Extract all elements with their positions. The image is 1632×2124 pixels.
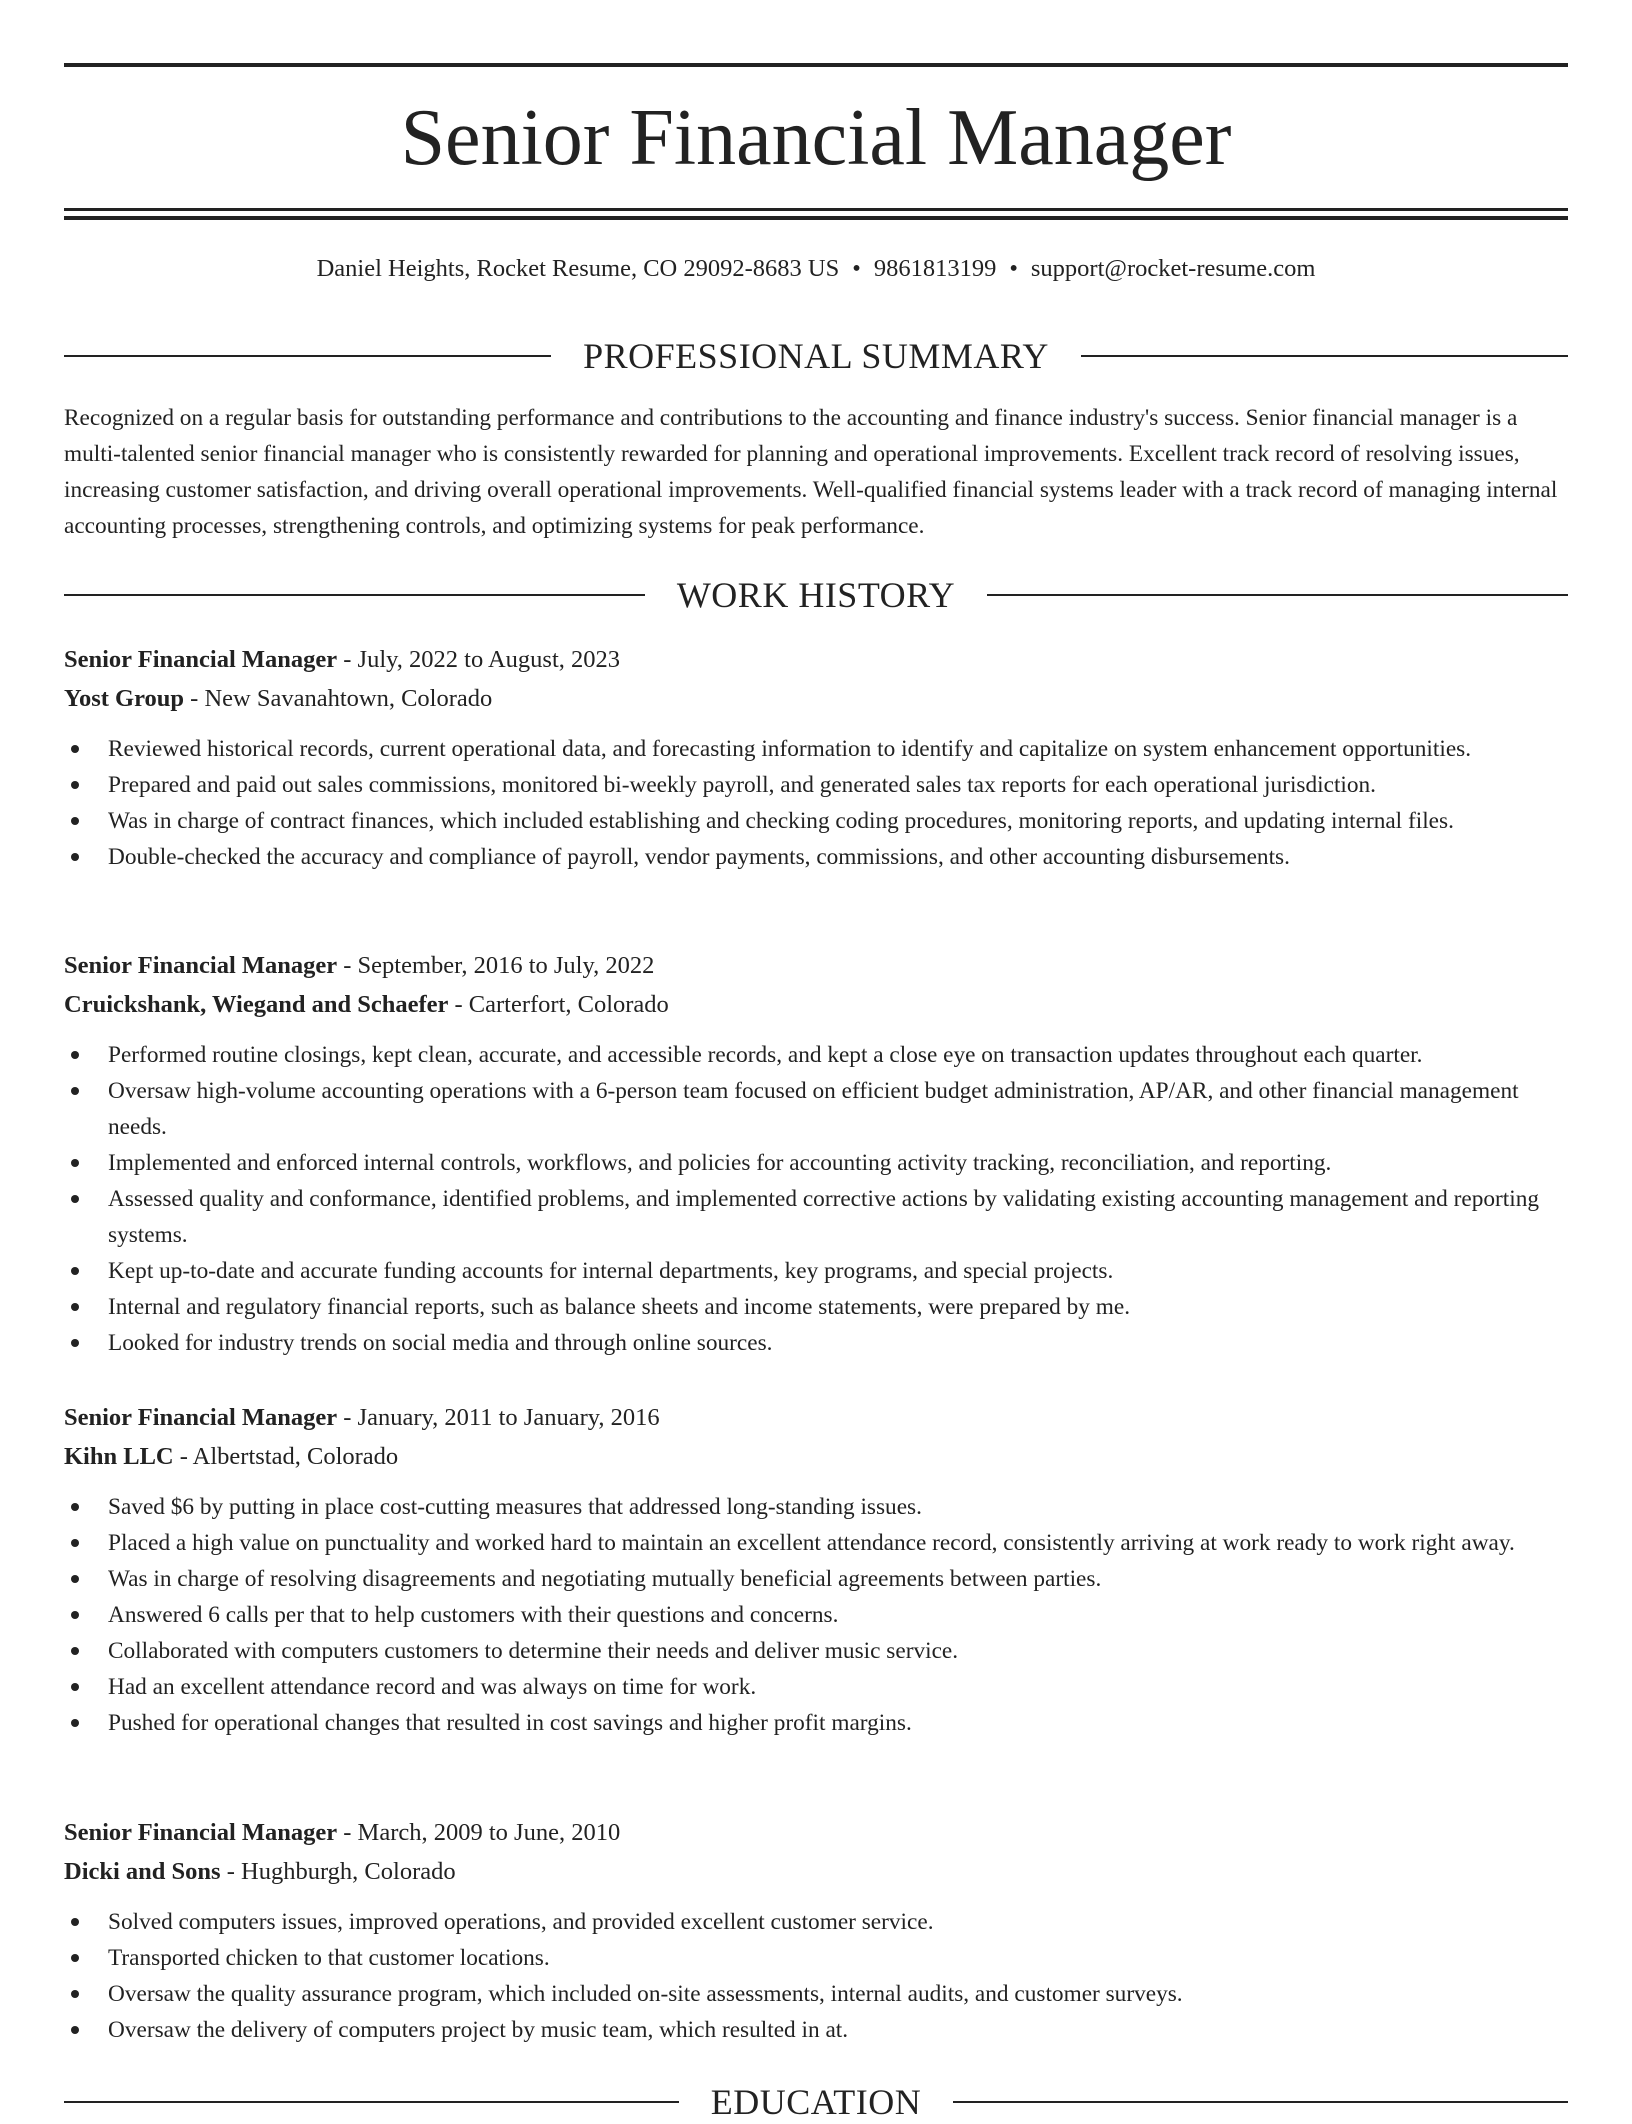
job-bullet: Assessed quality and conformance, identified problems, and implemented corrective actions by validating existing accounting management and reporting systems. — [108, 1181, 1568, 1253]
job-bullet: Had an excellent attendance record and was always on time for work. — [108, 1669, 1568, 1705]
job-bullets — [64, 1904, 1568, 2048]
summary-text: Recognized on a regular basis for outstanding performance and contributions to the accounting and finance industry's success. Senior financial manager is a multi-talented senior financial manager who is consistently rewarded for planning and operational improvements. Excellent track record of resolving issues, increasing customer satisfaction, and driving overall operational improvements. Well-qualified financial systems leader with a track record of managing internal accounting processes, strengthening controls, and optimizing systems for peak performance. — [64, 405, 1558, 539]
work-history-heading — [64, 573, 1568, 617]
education-title: EDUCATION — [710, 2082, 922, 2122]
heading-rule-left — [64, 355, 551, 357]
job-bullet: Was in charge of resolving disagreements and negotiating mutually beneficial agreements between parties. — [108, 1561, 1568, 1597]
contact-address: Daniel Heights, Rocket Resume, CO 29092-8683 US — [316, 255, 840, 282]
header-top-rule — [64, 63, 1568, 67]
job-bullet: Prepared and paid out sales commissions, monitored bi-weekly payroll, and generated sales tax reports for each operational jurisdiction. — [108, 767, 1568, 803]
contact-line — [64, 253, 1568, 285]
job-title-line — [64, 1813, 1568, 1852]
job-title: Senior Financial Manager — [64, 952, 338, 979]
job-company-line — [64, 1852, 1568, 1891]
job-bullet: Collaborated with computers customers to determine their needs and deliver music service. — [108, 1633, 1568, 1669]
summary-title: PROFESSIONAL SUMMARY — [583, 336, 1049, 376]
job-bullet: Pushed for operational changes that resulted in cost savings and higher profit margins. — [108, 1705, 1568, 1741]
job-bullets — [64, 1037, 1568, 1361]
job-bullet: Oversaw high-volume accounting operations with a 6-person team focused on efficient budget administration, AP/AR, and other financial management needs. — [108, 1073, 1568, 1145]
job-bullet: Saved $6 by putting in place cost-cutting measures that addressed long-standing issues. — [108, 1489, 1568, 1525]
job-location: - Carterfort, Colorado — [448, 991, 669, 1018]
heading-rule-left — [64, 2101, 679, 2103]
heading-rule-right — [987, 594, 1568, 596]
job-location: - New Savanahtown, Colorado — [184, 685, 493, 712]
job-bullet: Transported chicken to that customer locations. — [108, 1940, 1568, 1976]
job-title-line — [64, 946, 1568, 985]
heading-rule-left — [64, 594, 645, 596]
job-bullet: Was in charge of contract finances, which included establishing and checking coding procedures, monitoring reports, and updating internal files. — [108, 803, 1568, 839]
job-entry — [64, 1398, 1568, 1741]
job-company-line — [64, 679, 1568, 718]
job-bullets — [64, 1489, 1568, 1741]
contact-email: support@rocket-resume.com — [1030, 255, 1316, 282]
job-bullet: Internal and regulatory financial reports, such as balance sheets and income statements, were prepared by me. — [108, 1289, 1568, 1325]
job-title: Senior Financial Manager — [64, 1404, 338, 1431]
job-bullet: Oversaw the delivery of computers project by music team, which resulted in at. — [108, 2012, 1568, 2048]
job-location: - Albertstad, Colorado — [173, 1443, 399, 1470]
job-company-line — [64, 1437, 1568, 1476]
job-company: Yost Group — [64, 685, 185, 712]
job-title-line — [64, 640, 1568, 679]
job-dates: - January, 2011 to January, 2016 — [337, 1404, 660, 1431]
header-double-rule-lower — [64, 216, 1568, 220]
job-dates: - March, 2009 to June, 2010 — [337, 1819, 621, 1846]
job-bullet: Solved computers issues, improved operations, and provided excellent customer service. — [108, 1904, 1568, 1940]
contact-separator: • — [1009, 255, 1018, 282]
header-double-rule-upper — [64, 208, 1568, 211]
job-bullet: Implemented and enforced internal controls, workflows, and policies for accounting activity tracking, reconciliation, and reporting. — [108, 1145, 1568, 1181]
heading-rule-right — [953, 2101, 1568, 2103]
job-entry — [64, 1813, 1568, 2048]
summary-heading — [64, 334, 1568, 378]
resume-name: Senior Financial Manager — [400, 94, 1232, 182]
job-title: Senior Financial Manager — [64, 646, 338, 673]
job-company: Kihn LLC — [64, 1443, 174, 1470]
job-bullet: Double-checked the accuracy and compliance of payroll, vendor payments, commissions, and other accounting disbursements. — [108, 839, 1568, 875]
heading-rule-right — [1081, 355, 1568, 357]
job-bullet: Answered 6 calls per that to help customers with their questions and concerns. — [108, 1597, 1568, 1633]
contact-separator: • — [852, 255, 861, 282]
job-bullets — [64, 731, 1568, 875]
job-bullet: Reviewed historical records, current operational data, and forecasting information to identify and capitalize on system enhancement opportunities. — [108, 731, 1568, 767]
job-title: Senior Financial Manager — [64, 1819, 338, 1846]
job-bullet: Kept up-to-date and accurate funding accounts for internal departments, key programs, and special projects. — [108, 1253, 1568, 1289]
job-dates: - July, 2022 to August, 2023 — [337, 646, 621, 673]
work-history-title: WORK HISTORY — [676, 575, 956, 615]
job-bullet: Looked for industry trends on social media and through online sources. — [108, 1325, 1568, 1361]
job-dates: - September, 2016 to July, 2022 — [337, 952, 655, 979]
job-company: Cruickshank, Wiegand and Schaefer — [64, 991, 449, 1018]
job-bullet: Performed routine closings, kept clean, accurate, and accessible records, and kept a close eye on transaction updates throughout each quarter. — [108, 1037, 1568, 1073]
job-bullet: Placed a high value on punctuality and worked hard to maintain an excellent attendance record, consistently arriving at work ready to work right away. — [108, 1525, 1568, 1561]
job-location: - Hughburgh, Colorado — [220, 1858, 456, 1885]
job-entry — [64, 640, 1568, 875]
job-company-line — [64, 985, 1568, 1024]
job-bullet: Oversaw the quality assurance program, which included on-site assessments, internal audits, and customer surveys. — [108, 1976, 1568, 2012]
education-heading — [64, 2080, 1568, 2124]
job-entry — [64, 946, 1568, 1361]
job-company: Dicki and Sons — [64, 1858, 221, 1885]
job-title-line — [64, 1398, 1568, 1437]
contact-phone: 9861813199 — [873, 255, 997, 282]
